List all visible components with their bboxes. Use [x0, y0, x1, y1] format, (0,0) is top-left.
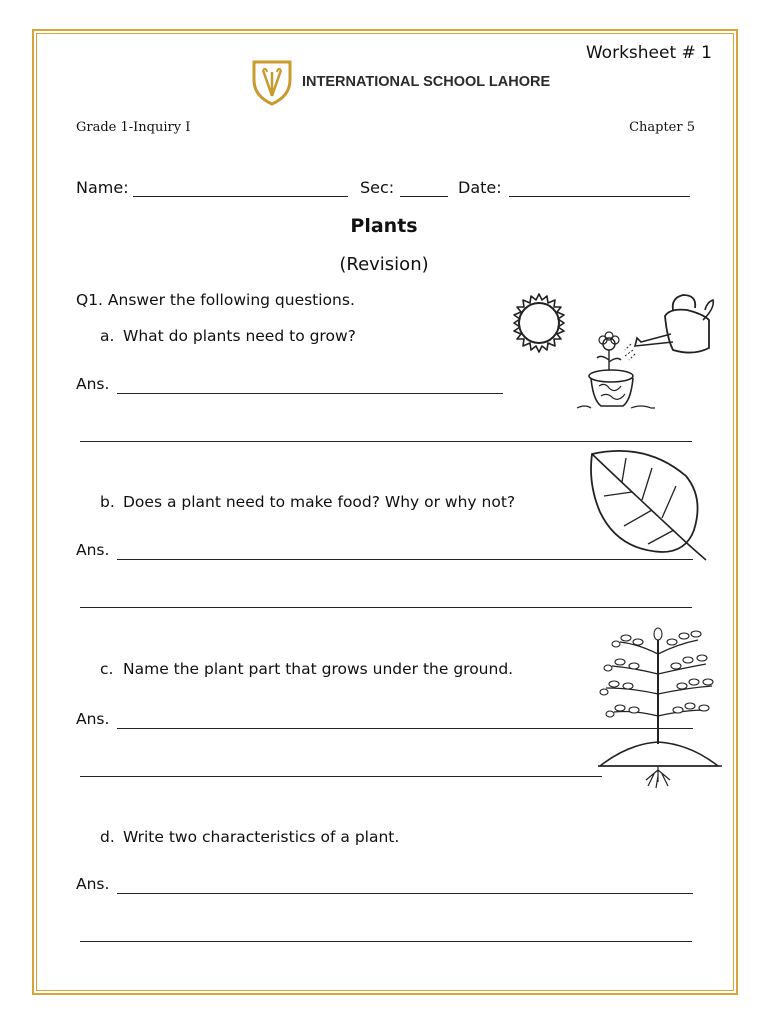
question-b-label: b.	[100, 493, 115, 511]
question-d-label: d.	[100, 828, 115, 846]
question-a-text: What do plants need to grow?	[123, 327, 356, 345]
answer-c-label: Ans.	[76, 710, 110, 728]
answer-b-line-2[interactable]	[80, 607, 692, 608]
sec-field[interactable]	[400, 196, 448, 197]
worksheet-subtitle: (Revision)	[339, 254, 429, 275]
shield-logo-icon	[250, 58, 294, 106]
school-name: INTERNATIONAL SCHOOL LAHORE	[302, 74, 551, 90]
question-c-text: Name the plant part that grows under the ground.	[123, 660, 514, 678]
sun-icon	[500, 290, 578, 360]
q1-heading: Q1. Answer the following questions.	[76, 291, 355, 309]
question-d-text: Write two characteristics of a plant.	[123, 828, 400, 846]
answer-d-line-2[interactable]	[80, 941, 692, 942]
answer-a-line-2[interactable]	[80, 441, 692, 442]
flower-pot-icon	[577, 332, 655, 408]
date-field[interactable]	[509, 196, 690, 197]
watering-can-icon	[575, 290, 717, 412]
question-c-label: c.	[100, 660, 114, 678]
name-label: Name:	[76, 178, 129, 197]
leaf-icon	[586, 446, 714, 564]
sec-label: Sec:	[360, 178, 395, 197]
answer-a-line-1[interactable]	[117, 393, 503, 394]
name-field[interactable]	[133, 196, 348, 197]
question-a-label: a.	[100, 327, 115, 345]
answer-d-label: Ans.	[76, 875, 110, 893]
answer-c-line-2[interactable]	[80, 776, 602, 777]
plant-icon	[598, 624, 722, 790]
answer-b-label: Ans.	[76, 541, 110, 559]
chapter-label: Chapter 5	[629, 120, 695, 135]
grade-label: Grade 1-Inquiry I	[76, 120, 191, 135]
question-b-text: Does a plant need to make food? Why or why not?	[123, 493, 516, 511]
answer-a-label: Ans.	[76, 375, 110, 393]
answer-d-line-1[interactable]	[117, 893, 693, 894]
date-label: Date:	[458, 178, 502, 197]
worksheet-title: Plants	[350, 215, 418, 237]
worksheet-number: Worksheet # 1	[585, 43, 712, 63]
